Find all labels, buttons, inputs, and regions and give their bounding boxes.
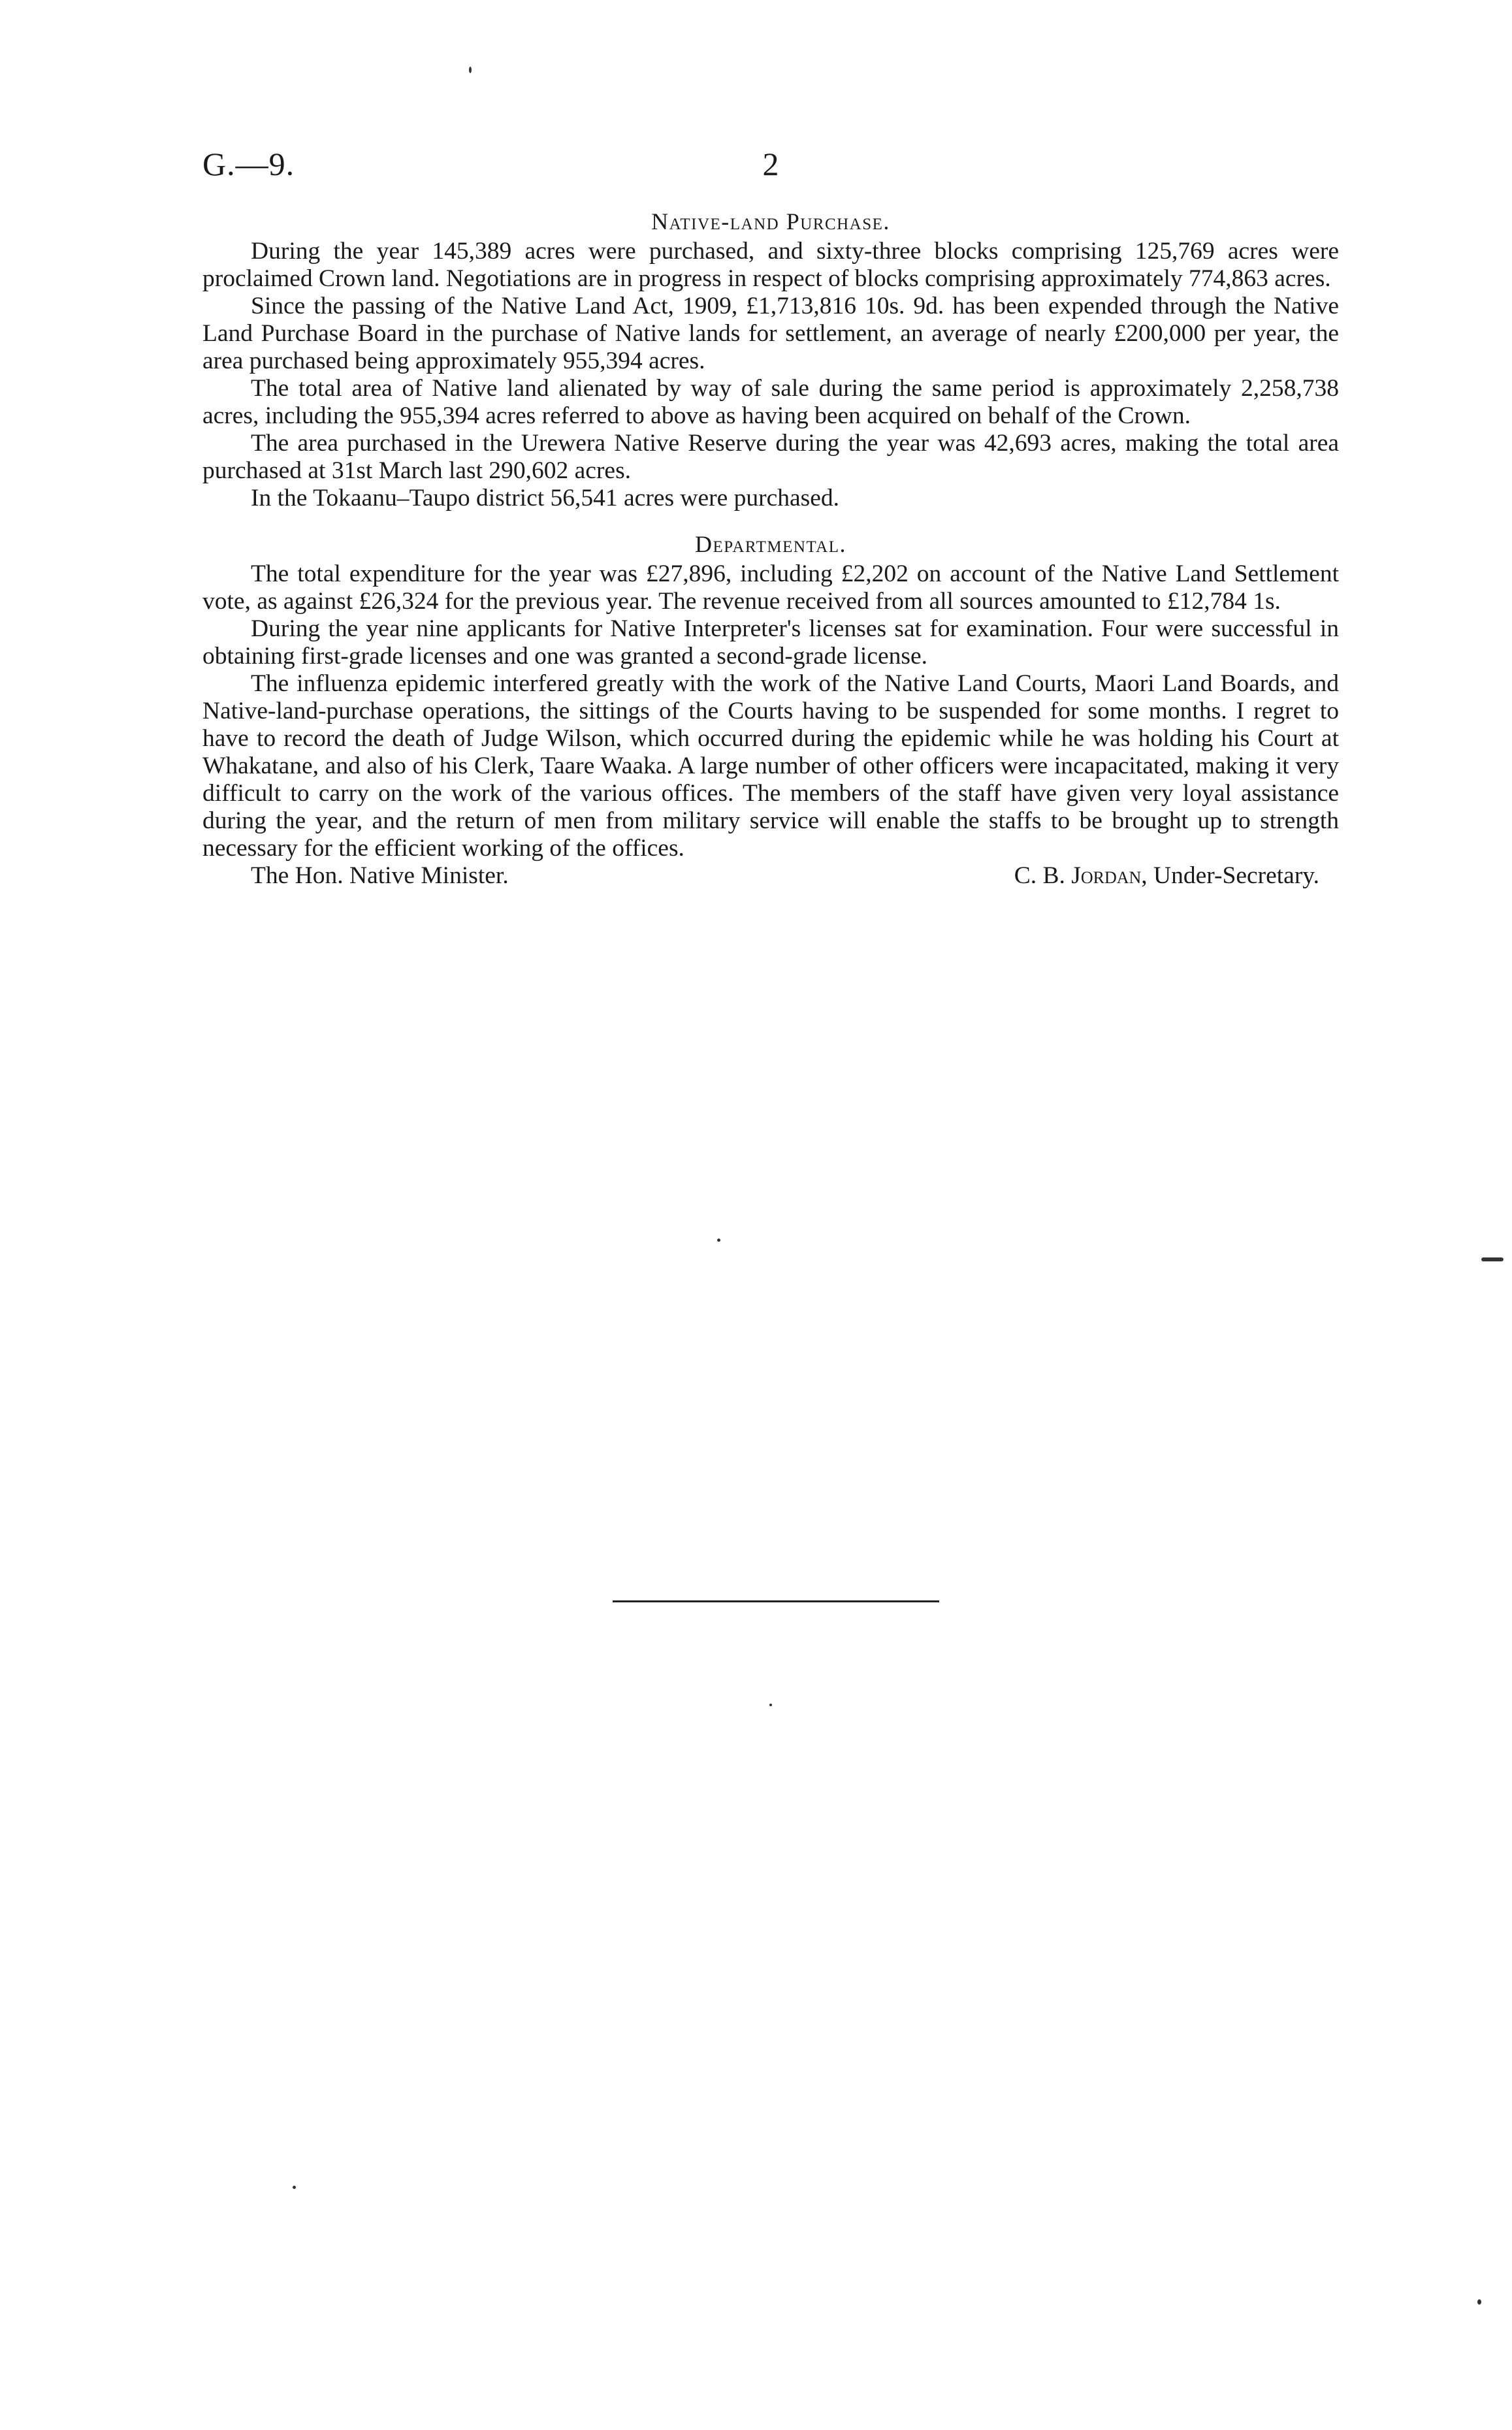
page-header <box>202 145 1339 191</box>
end-rule <box>613 1600 939 1602</box>
section-heading-departmental: Departmental. <box>694 531 847 557</box>
paragraph: The total area of Native land alienated by way of sale during the same period is approximately 2,258,738 acres, including the 955,394 acres referred to above as having been acquired on behalf of the Crown. <box>202 375 1339 429</box>
paragraph: During the year 145,389 acres were purchased, and sixty-three blocks comprising 125,769 acres were proclaimed Crown land. Negotiations are in progress in respect of blocks comprising approximately 774,863 acres. <box>202 238 1339 292</box>
signature <box>1014 862 1319 890</box>
paragraph: In the Tokaanu–Taupo district 56,541 acres were purchased. <box>251 485 840 511</box>
paragraph: The area purchased in the Urewera Native Reserve during the year was 42,693 acres, making the total area purchased at 31st March last 290,602 acres. <box>202 430 1339 484</box>
scan-speck <box>717 1239 720 1242</box>
signatory-title: , Under-Secretary. <box>1141 862 1319 889</box>
scan-speck <box>293 2186 296 2189</box>
scan-speck <box>1477 2299 1481 2305</box>
scan-speck <box>769 1704 772 1706</box>
addressee: The Hon. Native Minister. <box>251 862 509 889</box>
document-body <box>202 208 1339 890</box>
signoff-line <box>202 862 1339 890</box>
signatory-surname: Jordan <box>1071 862 1142 889</box>
scan-speck <box>1481 1257 1504 1261</box>
signatory-initials: C. B. <box>1014 862 1065 889</box>
page-number: 2 <box>762 146 779 182</box>
section-heading-native-land-purchase: Native-land Purchase. <box>651 208 890 235</box>
document-code: G.—9. <box>202 146 295 182</box>
paragraph: During the year nine applicants for Native Interpreter's licenses sat for examination. Four were successful in obtaining first-grade licenses and one was granted a second-grade license. <box>202 615 1339 670</box>
scan-speck <box>469 67 472 73</box>
paragraph: The influenza epidemic interfered greatly with the work of the Native Land Courts, Maori Land Boards, and Native-land-purchase operations, the sittings of the Courts having to be suspended for some months. I regret to have to record the death of Judge Wilson, which occurred during the epidemic while he was holding his Court at Whakatane, and also of his Clerk, Taare Waaka. A large number of other officers were incapacitated, making it very difficult to carry on the work of the various offices. The members of the staff have given very loyal assistance during the year, and the return of men from military service will enable the staffs to be brought up to strength necessary for the efficient working of the offices. <box>202 670 1339 862</box>
paragraph: Since the passing of the Native Land Act, 1909, £1,713,816 10s. 9d. has been expended through the Native Land Purchase Board in the purchase of Native lands for settlement, an average of nearly £200,000 per year, the area purchased being approximately 955,394 acres. <box>202 293 1339 374</box>
paragraph: The total expenditure for the year was £27,896, including £2,202 on account of the Native Land Settlement vote, as against £26,324 for the previous year. The revenue received from all sources amounted to £12,784 1s. <box>202 560 1339 615</box>
